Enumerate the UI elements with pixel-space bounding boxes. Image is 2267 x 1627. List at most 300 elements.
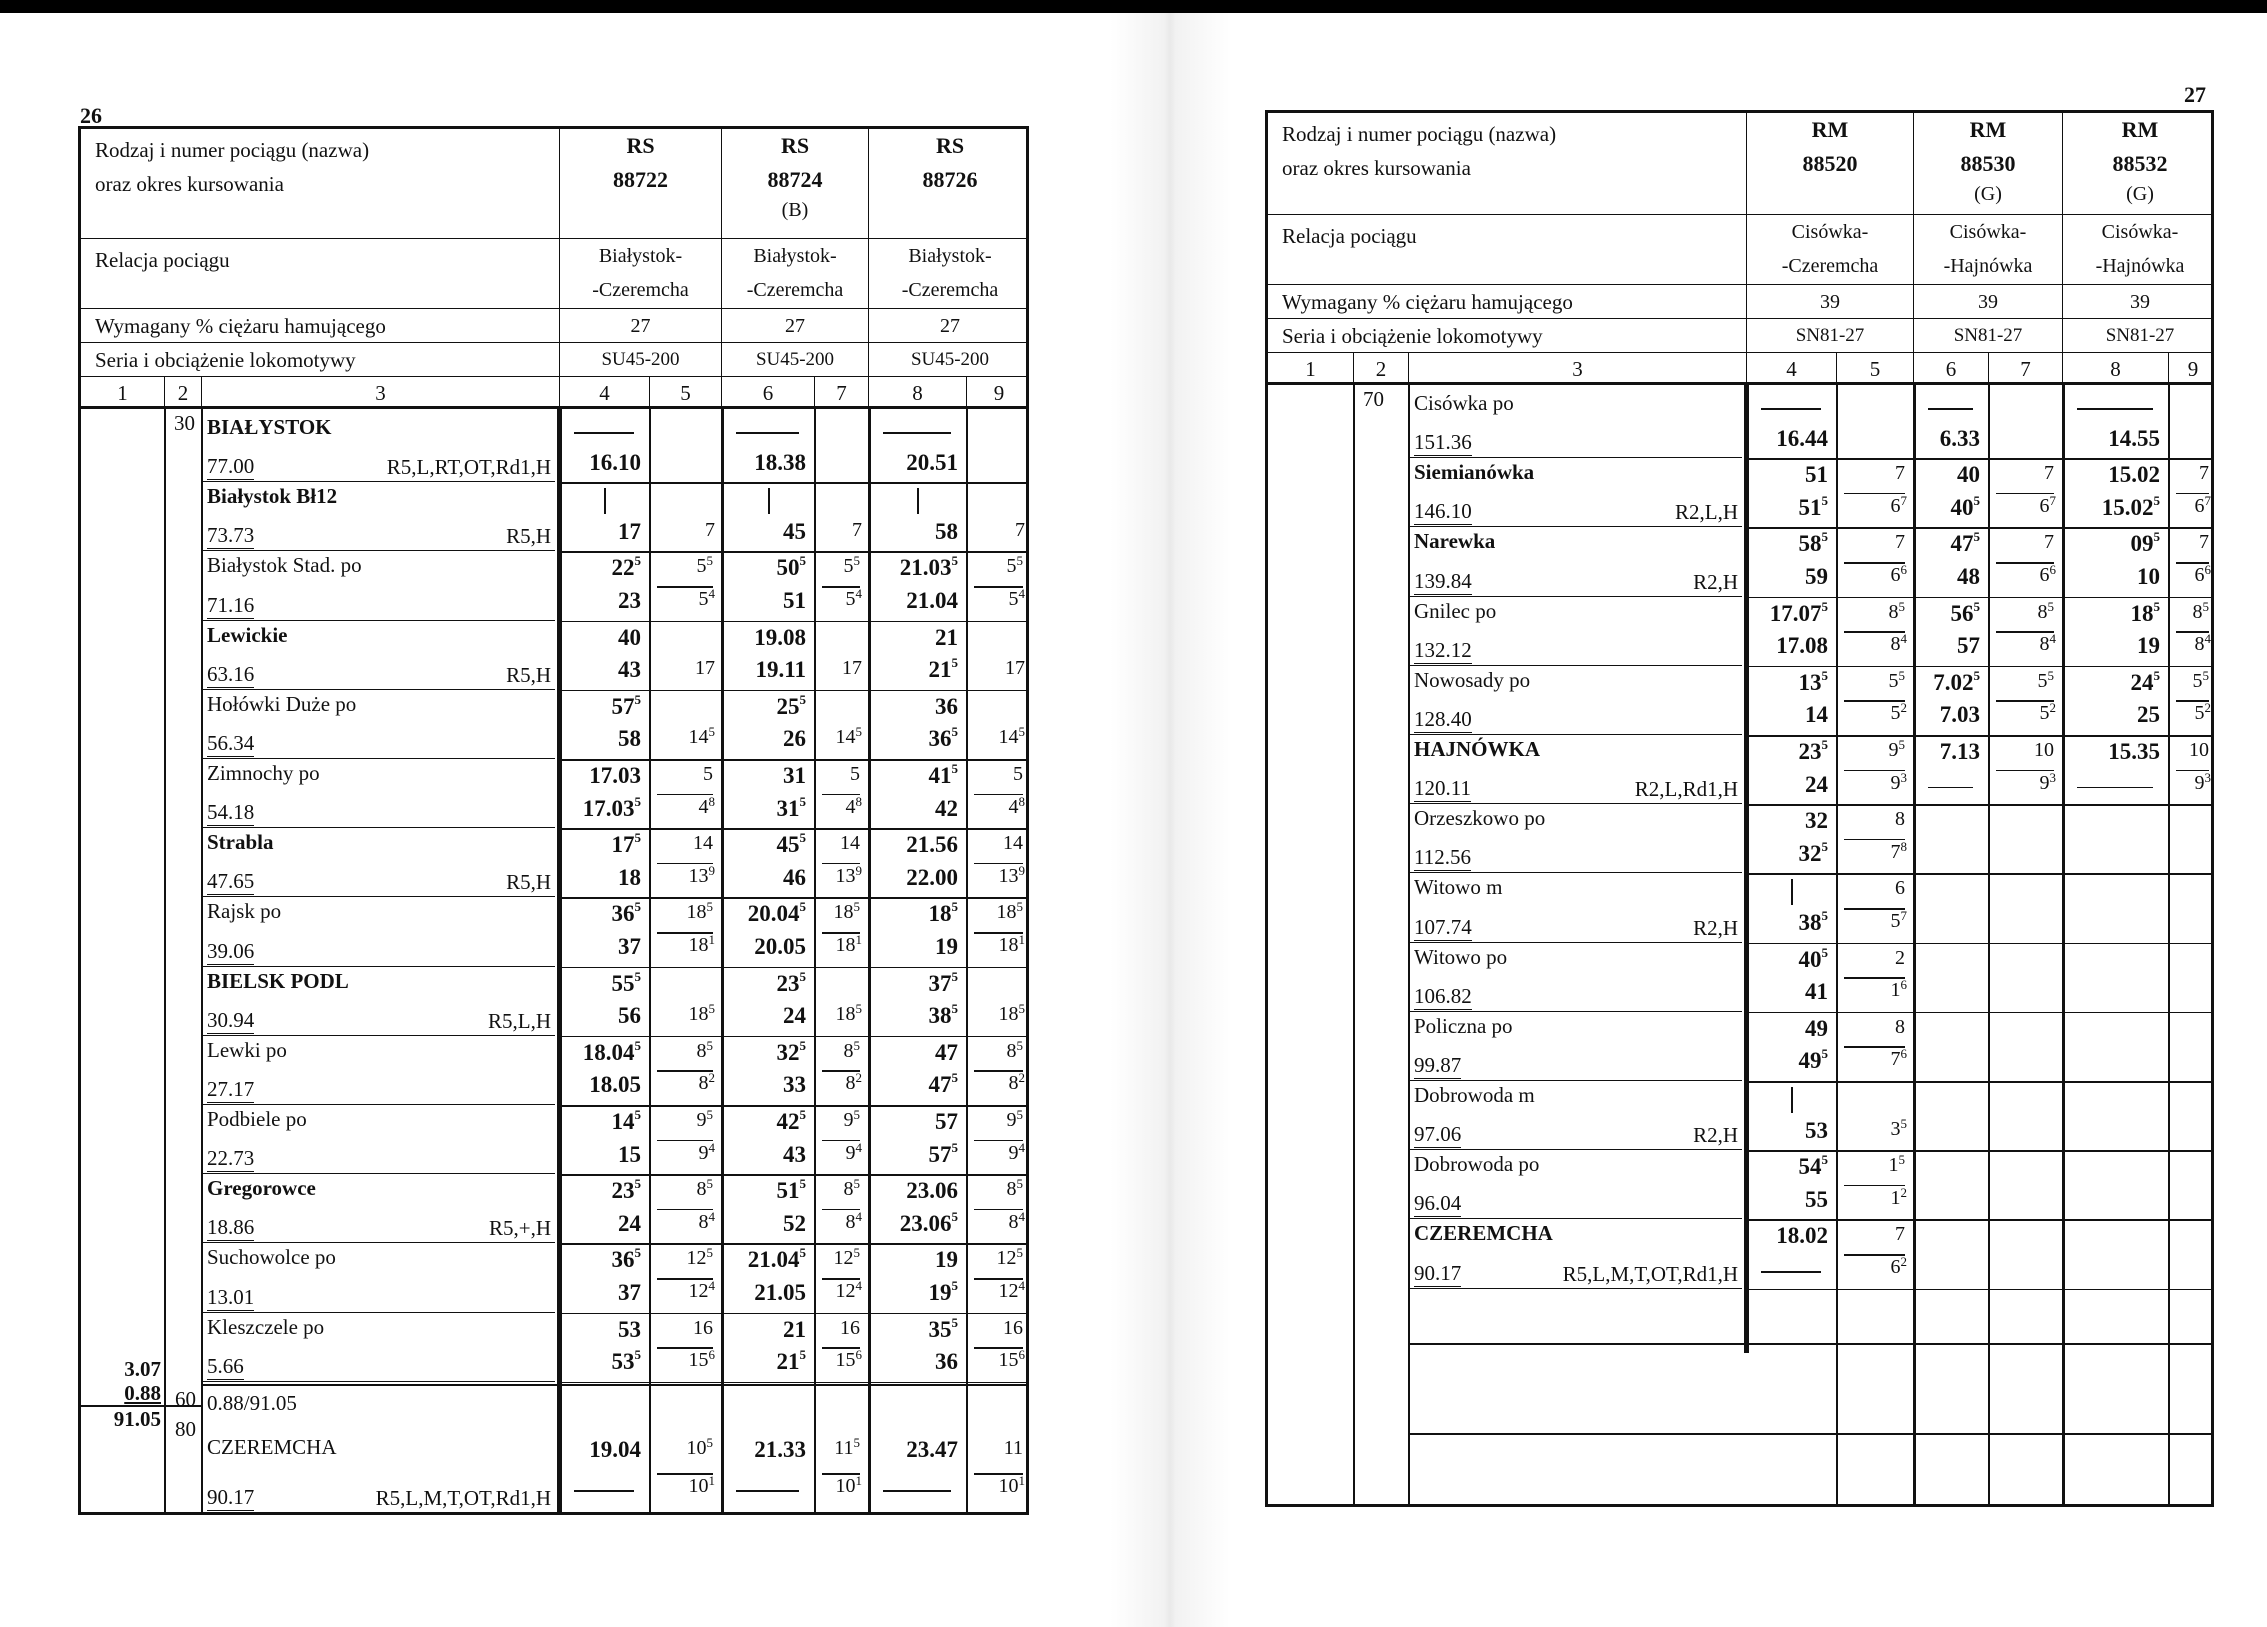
column-number: 3: [201, 377, 559, 406]
station-row-line: [562, 828, 1029, 830]
running-time-nominal: $1^5$: [1888, 1152, 1905, 1177]
train-arrival-time: $50^5$: [776, 553, 806, 581]
station-cell: [1408, 666, 1742, 735]
station-name: Dobrowoda po: [1414, 1152, 1540, 1177]
train-departure-time: 33: [783, 1072, 806, 1098]
train-departure-time: 23.06$^5$: [899, 1208, 958, 1236]
train-departure-time: 14: [1805, 702, 1828, 728]
train-type: RS: [935, 133, 965, 158]
station-cell: [1408, 597, 1742, 666]
running-time-actual: $18^5$: [835, 1001, 862, 1026]
train-arrival-time: $13^5$: [1798, 667, 1828, 695]
running-time-nominal: $5^5$: [2192, 667, 2209, 692]
train-arrival-time: 47: [935, 1039, 958, 1065]
train-departure-time: 17: [618, 518, 641, 544]
running-time-nominal: 8: [1895, 808, 1905, 831]
station-row-line: [1749, 735, 2214, 737]
station-codes: R2,H: [1693, 915, 1738, 940]
station-km: 27.17: [207, 1076, 255, 1101]
station-name: Strabla: [207, 830, 274, 855]
station-name: Lewki po: [207, 1037, 287, 1062]
station-row-line: [562, 1036, 1029, 1038]
running-time-actual: 7: [852, 518, 862, 541]
station-cell: [201, 1313, 555, 1382]
train-departure-time: 20.51: [906, 449, 958, 475]
station-name: Zimnochy po: [207, 761, 320, 785]
loco-series-cell: SU45-200: [721, 343, 868, 376]
train-arrival-time: 15.02: [2108, 462, 2160, 488]
running-time-nominal: 8: [1895, 1015, 1905, 1038]
train-arrival-time: $41^5$: [928, 761, 958, 788]
train-arrival-time: $36^5$: [611, 1245, 641, 1273]
train-arrival-time: $37^5$: [928, 968, 958, 996]
running-time-actual: $9^3$: [2039, 769, 2056, 794]
station-km: 139.84: [1414, 568, 1472, 593]
running-time-actual: $5^4$: [1008, 586, 1025, 610]
train-arrival-time: 21.33: [754, 1437, 806, 1462]
dash-mark: [736, 1490, 799, 1492]
station-km: 56.34: [207, 730, 255, 755]
train-departure-time: 15.02$^5$: [2101, 492, 2160, 520]
train-arrival-time: $56^5$: [1950, 598, 1980, 626]
train-arrival-time: $23^5$: [611, 1176, 641, 1204]
train-departure-time: 55: [1805, 1186, 1828, 1212]
station-name: Białystok Bł12: [207, 484, 338, 509]
train-arrival-time: 21: [783, 1316, 806, 1342]
brake-percent-cell: 27: [868, 309, 1029, 342]
station-row-line: [562, 621, 1029, 623]
header-label-period: oraz okres kursowania: [1282, 156, 1471, 180]
train-departure-time: 20.05: [754, 934, 806, 959]
running-time-actual: $12^4$: [688, 1278, 715, 1302]
train-relation-cell: [2062, 215, 2214, 284]
train-arrival-time: $23^5$: [1798, 737, 1828, 764]
train-arrival-time: $54^5$: [1798, 1152, 1828, 1180]
column-number: 2: [164, 377, 201, 406]
train-departure-time: 24: [618, 1210, 641, 1236]
running-time-actual: $13^9$: [998, 862, 1025, 887]
train-relation-cell: [559, 239, 721, 308]
relation-from: Białystok-: [598, 245, 683, 267]
station-cell: [201, 828, 555, 897]
train-arrival-time: $14^5$: [611, 1107, 641, 1134]
train-arrival-time: $18^5$: [928, 899, 958, 927]
station-row-line: [562, 897, 1029, 899]
header-label-train: Rodzaj i numer pociągu (nazwa): [1282, 122, 1557, 146]
page-number-left: 26: [80, 103, 102, 128]
train-departure-time: 58: [618, 726, 641, 752]
header-label-period: oraz okres kursowania: [95, 172, 284, 196]
column-number: 6: [1913, 353, 1988, 382]
pass-through-mark: [1791, 1087, 1793, 1113]
train-departure-time: 37: [618, 1280, 641, 1305]
station-name: Suchowolce po: [207, 1245, 336, 1270]
train-arrival-time: $55^5$: [611, 968, 641, 996]
running-time-nominal: 16: [693, 1316, 713, 1339]
station-km: 151.36: [1414, 430, 1472, 455]
running-time-actual: $6^7$: [2194, 492, 2211, 517]
train-arrival-time: 36: [935, 693, 958, 719]
pass-through-mark: [1791, 879, 1793, 905]
relation-to: -Czeremcha: [901, 279, 999, 301]
header-label-relation: Relacja pociągu: [95, 248, 230, 272]
running-time-actual: $5^4$: [845, 586, 862, 610]
train-departure-time: 19: [2137, 633, 2160, 659]
dash-mark: [2077, 408, 2153, 410]
train-arrival-time: 23.47: [906, 1437, 958, 1462]
column-number: 9: [966, 377, 1029, 406]
header-label-loco: Seria i obciążenie lokomotywy: [1282, 324, 1543, 348]
train-number: 88726: [922, 167, 978, 192]
brake-percent-cell: 39: [1913, 285, 2062, 318]
station-codes: R2,H: [1693, 1123, 1738, 1148]
running-time-actual: $18^1$: [998, 932, 1025, 956]
station-cell: [201, 1036, 555, 1105]
station-name: Witowo po: [1414, 944, 1508, 969]
train-arrival-time: $23^5$: [776, 968, 806, 996]
train-arrival-time: 7.02$^5$: [1933, 667, 1980, 695]
train-relation-cell: [1746, 215, 1913, 284]
station-codes: R2,H: [1693, 569, 1738, 594]
running-time-actual: $18^1$: [688, 932, 715, 956]
running-time-actual: $4^8$: [1008, 793, 1025, 818]
empty-row-line: [1408, 1343, 2214, 1345]
station-codes: R5,L,RT,OT,Rd1,H: [386, 455, 551, 480]
grid-line-col1: [164, 409, 166, 1515]
train-arrival-time: 40: [1957, 462, 1980, 488]
train-departure-time: 21.04: [906, 588, 958, 613]
header-label-loco: Seria i obciążenie lokomotywy: [95, 348, 356, 372]
train-arrival-time: 21.04$^5$: [747, 1245, 806, 1273]
relation-from: Cisówka-: [1791, 221, 1869, 243]
running-time-actual: $10^1$: [835, 1473, 862, 1497]
pass-through-mark: [604, 488, 606, 514]
running-time-actual: $8^4$: [2194, 631, 2211, 656]
running-time-actual: $5^7$: [1890, 908, 1907, 932]
station-name: CZEREMCHA: [1414, 1221, 1553, 1246]
running-time-nominal: $10^5$: [686, 1435, 713, 1459]
loco-series-cell: SU45-200: [868, 343, 1029, 376]
train-number: 88532: [2112, 151, 2168, 176]
station-name: Dobrowoda m: [1414, 1083, 1535, 1107]
running-time-actual: 17: [695, 657, 715, 680]
train-departure-time: 52: [783, 1210, 806, 1236]
station-km: 5.66: [207, 1353, 244, 1378]
junction-km: 0.88/91.05: [207, 1391, 297, 1415]
running-time-nominal: 7: [2199, 531, 2209, 554]
running-time-actual: $5^2$: [1890, 700, 1907, 725]
train-header-cell: [868, 129, 1029, 238]
book-gutter: [1110, 13, 1230, 1627]
running-time-nominal: $5^5$: [1888, 667, 1905, 692]
station-km: 13.01: [207, 1284, 255, 1309]
running-time-actual: $10^1$: [998, 1473, 1025, 1497]
brake-percent-cell: 27: [559, 309, 721, 342]
train-arrival-time: 18.04$^5$: [582, 1037, 641, 1065]
train-departure-time: 24: [1805, 771, 1828, 797]
train-departure-time: 19: [935, 934, 958, 959]
running-time-nominal: 11: [1003, 1437, 1023, 1459]
station-name: Kleszczele po: [207, 1314, 325, 1339]
column-number: 8: [2062, 353, 2168, 382]
train-period-note: (B): [781, 199, 809, 221]
pass-through-mark: [768, 488, 770, 514]
relation-from: Białystok-: [908, 245, 992, 267]
train-relation-cell: [1913, 215, 2062, 284]
running-time-nominal: $8^5$: [696, 1037, 713, 1062]
speed-limit: 70: [1363, 387, 1384, 411]
train-arrival-time: 15.35: [2108, 739, 2160, 764]
running-time-actual: 7: [705, 518, 715, 541]
station-name: Rajsk po: [207, 899, 282, 924]
running-time-actual: $8^4$: [698, 1208, 715, 1233]
train-departure-time: 43: [618, 657, 641, 683]
running-time-actual: $18^5$: [998, 1001, 1025, 1026]
train-departure-time: $21^5$: [928, 655, 958, 683]
station-name: Gregorowce: [207, 1176, 316, 1201]
station-row-line: [562, 482, 1029, 484]
train-departure-time: 53: [1805, 1117, 1828, 1143]
train-number: 88724: [767, 167, 823, 192]
brake-percent-cell: 39: [1746, 285, 1913, 318]
station-name: Białystok Stad. po: [207, 553, 362, 578]
column-number: 5: [649, 377, 721, 406]
running-time-nominal: 14: [693, 832, 713, 855]
running-time-nominal: 7: [1895, 1223, 1905, 1246]
train-departure-time: $53^5$: [611, 1347, 641, 1375]
station-name: Hołówki Duże po: [207, 691, 357, 716]
speed-limit-60: 60: [175, 1387, 196, 1411]
timetable-left: [78, 126, 1029, 1515]
running-time-actual: $1^6$: [1890, 977, 1907, 1002]
train-arrival-time: 51: [1805, 462, 1828, 488]
station-row-line: [1749, 873, 2214, 875]
running-time-actual: $6^6$: [1890, 562, 1907, 586]
station-row-line: [1749, 597, 2214, 599]
train-arrival-time: 19.08: [754, 624, 806, 650]
running-time-actual: $8^2$: [1008, 1070, 1025, 1095]
station-codes: R2,L,H: [1675, 500, 1738, 525]
train-arrival-time: $17^5$: [611, 830, 641, 858]
header-row-relation: [81, 239, 1029, 309]
train-departure-time: 42: [935, 795, 958, 821]
train-departure-time: 17.08: [1776, 633, 1828, 659]
train-arrival-time: $24^5$: [2130, 667, 2160, 695]
running-time-actual: $15^6$: [998, 1347, 1025, 1372]
running-time-nominal: $8^5$: [1888, 598, 1905, 623]
train-arrival-time: $42^5$: [776, 1107, 806, 1134]
station-row-line: [1749, 527, 2214, 529]
station-name: Cisówka po: [1414, 391, 1514, 415]
dash-mark: [574, 432, 634, 434]
train-arrival-time: $36^5$: [611, 899, 641, 927]
station-cell: [1408, 943, 1742, 1012]
header-label-relation: Relacja pociągu: [1282, 224, 1417, 248]
station-row-line: [562, 690, 1029, 692]
running-time-actual: $13^9$: [688, 862, 715, 887]
train-period-note: (G): [1974, 183, 2002, 205]
header-row-brake: [1268, 285, 2214, 319]
station-cell: [201, 1105, 555, 1174]
station-row-line: [562, 1243, 1029, 1245]
dash-mark: [883, 432, 951, 434]
station-cell: [201, 482, 555, 551]
station-codes: R5,H: [506, 870, 551, 895]
train-departure-time: 56: [618, 1003, 641, 1029]
running-time-actual: $8^4$: [1008, 1208, 1025, 1233]
column-number: 5: [1836, 353, 1913, 382]
train-arrival-time: 49: [1805, 1015, 1828, 1041]
train-arrival-time: 17.07$^5$: [1769, 598, 1828, 626]
running-time-nominal: 7: [2044, 462, 2054, 485]
station-name: CZEREMCHA: [207, 1435, 337, 1459]
dash-mark: [1761, 408, 1821, 410]
running-time-actual: $12^4$: [998, 1278, 1025, 1302]
loco-series-cell: SN81-27: [1746, 319, 1913, 352]
train-arrival-time: 17.03: [589, 763, 641, 788]
train-arrival-time: 21.03$^5$: [899, 553, 958, 581]
column-number: 1: [117, 381, 128, 405]
running-time-nominal: $8^5$: [696, 1176, 713, 1201]
train-header-cell: [721, 129, 868, 238]
train-departure-time: $31^5$: [776, 793, 806, 821]
relation-from: Cisówka-: [1949, 221, 2027, 243]
relation-to: -Czeremcha: [592, 279, 689, 301]
station-cell: [1408, 458, 1742, 527]
running-time-actual: $1^2$: [1890, 1184, 1907, 1209]
column-number: 4: [559, 377, 649, 406]
header-row-train: [81, 129, 1029, 239]
running-time-actual: $5^2$: [2039, 700, 2056, 725]
running-time-nominal: $8^5$: [2192, 598, 2209, 623]
running-time-actual: $5^2$: [2194, 700, 2211, 725]
train-arrival-time: 18.02: [1776, 1223, 1828, 1249]
station-codes: R5,L,M,T,OT,Rd1,H: [375, 1486, 551, 1510]
station-km: 128.40: [1414, 706, 1472, 731]
train-departure-time: 18.38: [754, 449, 806, 475]
station-cell: [1408, 527, 1742, 596]
station-row-line: [562, 759, 1029, 761]
train-departure-time: 41: [1805, 979, 1828, 1005]
station-cell: [1408, 389, 1742, 458]
speed-limit: 30: [174, 411, 195, 435]
train-departure-time: 57: [1957, 633, 1980, 659]
station-row-line: [562, 1105, 1029, 1107]
train-arrival-time: $58^5$: [1798, 529, 1828, 557]
train-arrival-time: $47^5$: [1950, 529, 1980, 557]
train-departure-time: $21^5$: [776, 1347, 806, 1375]
running-time-nominal: $8^5$: [1006, 1037, 1023, 1062]
dash-mark: [883, 1490, 951, 1492]
relation-from: Cisówka-: [2101, 221, 2179, 243]
station-km: 47.65: [207, 869, 255, 894]
train-arrival-time: 57: [935, 1109, 958, 1134]
train-departure-time: 22.00: [906, 864, 958, 890]
empty-row-line: [1408, 1433, 2214, 1435]
train-arrival-time: 53: [618, 1316, 641, 1342]
station-cell: [201, 1243, 555, 1312]
station-cell: [201, 967, 555, 1036]
train-departure-time: $40^5$: [1950, 492, 1980, 520]
running-time-actual: $9^4$: [1008, 1139, 1025, 1164]
train-departure-time: 36: [935, 1349, 958, 1375]
train-departure-time: 17.03$^5$: [582, 793, 641, 821]
station-cell: [201, 413, 555, 482]
brake-percent-cell: 39: [2062, 285, 2214, 318]
running-time-actual: $10^1$: [688, 1473, 715, 1497]
station-name: Orzeszkowo po: [1414, 806, 1546, 831]
station-row-line: [562, 1174, 1029, 1176]
margin-km-b: 0.88: [124, 1381, 161, 1405]
scan-top-edge: [0, 0, 2267, 13]
running-time-actual: $4^8$: [698, 793, 715, 818]
column-number: 1: [1305, 357, 1316, 381]
column-number: 7: [1988, 353, 2062, 382]
train-departure-time: 37: [618, 934, 641, 959]
train-header-cell: [559, 129, 721, 238]
running-time-nominal: $9^5$: [1888, 737, 1905, 761]
station-codes: R2,L,Rd1,H: [1634, 777, 1738, 802]
station-row-line: [562, 1313, 1029, 1315]
train-departure-time: 10: [2137, 564, 2160, 589]
train-arrival-time: 32: [1805, 808, 1828, 834]
running-time-nominal: 16: [840, 1316, 860, 1339]
train-departure-time: 59: [1805, 564, 1828, 589]
running-time-actual: $8^2$: [845, 1070, 862, 1095]
running-time-nominal: $8^5$: [843, 1176, 860, 1201]
junction-row-line: [201, 1384, 1029, 1386]
running-time-actual: $6^6$: [2194, 562, 2211, 586]
train-departure-time: $51^5$: [1798, 492, 1828, 520]
station-name: Policzna po: [1414, 1013, 1513, 1038]
station-km: 132.12: [1414, 637, 1472, 662]
header-row-relation: [1268, 215, 2214, 285]
train-departure-time: $49^5$: [1798, 1046, 1828, 1074]
running-time-nominal: 5: [703, 763, 713, 785]
train-arrival-time: $40^5$: [1798, 944, 1828, 972]
running-time-nominal: $9^5$: [696, 1107, 713, 1131]
running-time-nominal: $5^5$: [843, 553, 860, 578]
margin-km-a: 3.07: [124, 1357, 161, 1381]
relation-to: -Hajnówka: [1943, 255, 2033, 277]
relation-to: -Czeremcha: [1781, 255, 1879, 277]
dash-mark: [574, 1490, 634, 1492]
running-time-actual: $13^9$: [835, 862, 862, 887]
station-cell: [201, 759, 555, 828]
station-km: 106.82: [1414, 983, 1472, 1008]
running-time-nominal: 2: [1895, 946, 1905, 969]
loco-series-cell: SU45-200: [559, 343, 721, 376]
station-cell: [1408, 804, 1742, 873]
running-time-actual: $8^4$: [845, 1208, 862, 1233]
station-name: Nowosady po: [1414, 667, 1531, 692]
station-km: 73.73: [207, 523, 255, 548]
station-cell: [201, 1433, 555, 1513]
station-cell: [1408, 1012, 1742, 1081]
dash-mark: [2077, 787, 2153, 789]
running-time-actual: $18^1$: [835, 932, 862, 956]
header-row-loco: [81, 343, 1029, 377]
running-time-nominal: 14: [840, 832, 860, 855]
train-relation-cell: [721, 239, 868, 308]
station-codes: R5,L,M,T,OT,Rd1,H: [1562, 1261, 1738, 1286]
station-row-line: [1749, 666, 2214, 668]
station-km: 90.17: [207, 1485, 255, 1509]
train-header-cell: [1746, 113, 1913, 214]
station-name: Siemianówka: [1414, 460, 1535, 485]
dash-mark: [736, 432, 799, 434]
running-time-actual: $7^6$: [1890, 1046, 1907, 1071]
